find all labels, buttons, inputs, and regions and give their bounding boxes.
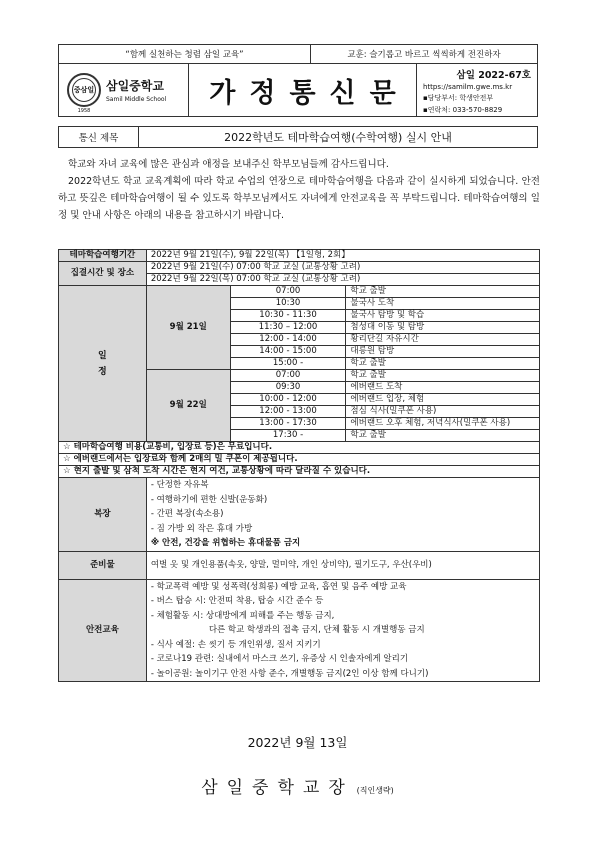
subject-row bbox=[58, 126, 538, 148]
safety-item: - 코로나19 관련: 실내에서 마스크 쓰기, 유증상 시 인솔자에게 알리기 bbox=[150, 654, 409, 664]
intro-paragraph: 2022학년도 학교 교육계획에 따라 학교 수업의 연장으로 테마학습여행을 다음과 같이 실시하게 되었습니다. 안전하고 뜻깊은 테마학습여행이 될 수 있도록 학부모님께서도 자녀에게 안전교육을 꼭 부탁드립니다. 테마학습여행의 일정 및 안내 사항은 아래의 내용을 참고하시기 바랍니다. bbox=[58, 176, 540, 221]
clothing-list bbox=[146, 478, 539, 552]
period-value: 2022년 9월 21일(수), 9월 22일(목) 【1일형, 2회】 bbox=[146, 250, 539, 262]
safety-label: 안전교육 bbox=[59, 579, 147, 682]
note-cost: ☆ 테마학습여행 비용(교통비, 입장료 등)은 무료입니다. bbox=[59, 442, 540, 454]
safety-list bbox=[146, 579, 539, 682]
schedule-event: 불국사 도착 bbox=[346, 298, 540, 310]
school-motto: 교훈: 슬기롭고 바르고 씩씩하게 전진하자 bbox=[347, 50, 501, 60]
clothing-item: - 여행하기에 편한 신발(운동화) bbox=[150, 494, 268, 505]
schedule-label bbox=[59, 286, 147, 442]
issue-number: 삼일 2022-67호 bbox=[456, 70, 531, 81]
schedule-event: 점심 식사(밀쿠폰 사용) bbox=[346, 406, 540, 418]
slogan: “함께 실천하는 청렴 삼일 교육” bbox=[59, 45, 311, 63]
school-seal-icon bbox=[67, 73, 101, 114]
document-title: 가정통신문 bbox=[189, 64, 417, 116]
clothing-item: - 간편 복장(속소용) bbox=[150, 509, 224, 519]
signer-name: 삼일중학교장 bbox=[201, 778, 354, 798]
schedule-time: 07:00 bbox=[230, 370, 346, 382]
school-name-en: Samil Middle School bbox=[106, 96, 167, 103]
schedule-time: 10:30 - 11:30 bbox=[230, 310, 346, 322]
safety-item: - 놀이공원: 놀이기구 안전 사항 준수, 개별행동 금지(2인 이상 함께 다니기) bbox=[150, 668, 429, 679]
safety-item: - 체험활동 시: 상대방에게 피해를 주는 행동 금지, bbox=[150, 610, 335, 621]
school-logo-block bbox=[59, 64, 189, 116]
note-time-change: ☆ 현지 출발 및 삼척 도착 시간은 현지 여건, 교통상황에 따라 달라질 수 있습니다. bbox=[59, 466, 540, 478]
schedule-time: 12:00 - 13:00 bbox=[230, 406, 346, 418]
signer-note: (직인생략) bbox=[356, 786, 394, 795]
day1-label: 9월 21일 bbox=[146, 286, 230, 370]
schedule-event: 에버랜드 오후 체험, 저녁식사(밀쿠폰 사용) bbox=[346, 418, 540, 430]
schedule-event: 학교 출발 bbox=[346, 430, 540, 442]
day2-label: 9월 22일 bbox=[146, 370, 230, 442]
department: ▪담당부서: 학생안전부 bbox=[423, 94, 494, 102]
subject-title: 2022학년도 테마학습여행(수학여행) 실시 안내 bbox=[224, 131, 452, 144]
intro-paragraph: 학교와 자녀 교육에 많은 관심과 애정을 보내주신 학부모님들께 감사드립니다. bbox=[68, 159, 389, 170]
schedule-time: 07:00 bbox=[230, 286, 346, 298]
trip-info-table bbox=[58, 249, 540, 682]
note-meal-coupon: ☆ 에버랜드에서는 입장료와 함께 2매의 밀 쿠폰이 제공됩니다. bbox=[59, 454, 540, 466]
schedule-event: 에버랜드 입장, 체험 bbox=[346, 394, 540, 406]
schedule-time: 17:30 - bbox=[230, 430, 346, 442]
signer-block bbox=[0, 773, 595, 798]
seal-text: 중삼일 bbox=[72, 78, 96, 102]
issue-date: 2022년 9월 13일 bbox=[247, 735, 348, 750]
gather-day1: 2022년 9월 21일(수) 07:00 학교 교실 (교통상황 고려) bbox=[146, 262, 539, 274]
clothing-item: - 단정한 자유복 bbox=[150, 480, 209, 490]
clothing-item: - 짐 가방 외 작은 휴대 가방 bbox=[150, 523, 253, 534]
gather-day2: 2022년 9월 22일(목) 07:00 학교 교실 (교통상황 고려) bbox=[146, 274, 539, 286]
schedule-label-text: 일정 bbox=[98, 350, 107, 377]
schedule-event: 학교 출발 bbox=[346, 358, 540, 370]
schedule-time: 11:30 – 12:00 bbox=[230, 322, 346, 334]
intro-text bbox=[58, 156, 540, 224]
schedule-event: 불국사 탐방 및 학습 bbox=[346, 310, 540, 322]
schedule-time: 12:00 - 14:00 bbox=[230, 334, 346, 346]
schedule-time: 13:00 - 17:30 bbox=[230, 418, 346, 430]
schedule-event: 에버랜드 도착 bbox=[346, 382, 540, 394]
gather-label: 집결시간 및 장소 bbox=[59, 262, 147, 286]
schedule-time: 14:00 - 15:00 bbox=[230, 346, 346, 358]
schedule-event: 학교 출발 bbox=[346, 370, 540, 382]
safety-item: 다른 학교 학생과의 접촉 금지, 단체 활동 시 개별행동 금지 bbox=[208, 625, 425, 635]
phone-number: ▪연락처: 033-570-8829 bbox=[423, 106, 503, 114]
schedule-time: 15:00 - bbox=[230, 358, 346, 370]
schedule-time: 10:00 - 12:00 bbox=[230, 394, 346, 406]
letter-header bbox=[58, 64, 538, 117]
schedule-time: 10:30 bbox=[230, 298, 346, 310]
clothing-warning: ※ 안전, 건강을 위협하는 휴대물품 금지 bbox=[150, 538, 301, 548]
schedule-event: 황리단길 자유시간 bbox=[346, 334, 540, 346]
schedule-event: 첨성대 이동 및 탐방 bbox=[346, 322, 540, 334]
safety-item: - 학교폭력 예방 및 성폭력(성희롱) 예방 교육, 흡연 및 음주 예방 교육 bbox=[150, 581, 407, 592]
supplies-value: 여벌 옷 및 개인용품(속옷, 양말, 멀미약, 개인 상비약), 필기도구, 우산(우비) bbox=[146, 551, 539, 579]
clothing-label: 복장 bbox=[59, 478, 147, 552]
subject-label: 통신 제목 bbox=[59, 127, 139, 147]
website-url: https://samilm.gwe.ms.kr bbox=[423, 83, 513, 91]
supplies-label: 준비물 bbox=[59, 551, 147, 579]
safety-item: - 버스 탑승 시: 안전띠 착용, 탑승 시간 준수 등 bbox=[150, 596, 324, 606]
issue-info bbox=[417, 64, 537, 116]
top-bar bbox=[58, 44, 538, 64]
seal-year: 1958 bbox=[77, 108, 91, 114]
period-label: 테마학습여행기간 bbox=[59, 250, 147, 262]
school-name: 삼일중학교 bbox=[106, 79, 164, 93]
schedule-event: 대릉원 탐방 bbox=[346, 346, 540, 358]
schedule-time: 09:30 bbox=[230, 382, 346, 394]
schedule-event: 학교 출발 bbox=[346, 286, 540, 298]
safety-item: - 식사 예절: 손 씻기 등 개인위생, 질서 지키기 bbox=[150, 639, 321, 650]
